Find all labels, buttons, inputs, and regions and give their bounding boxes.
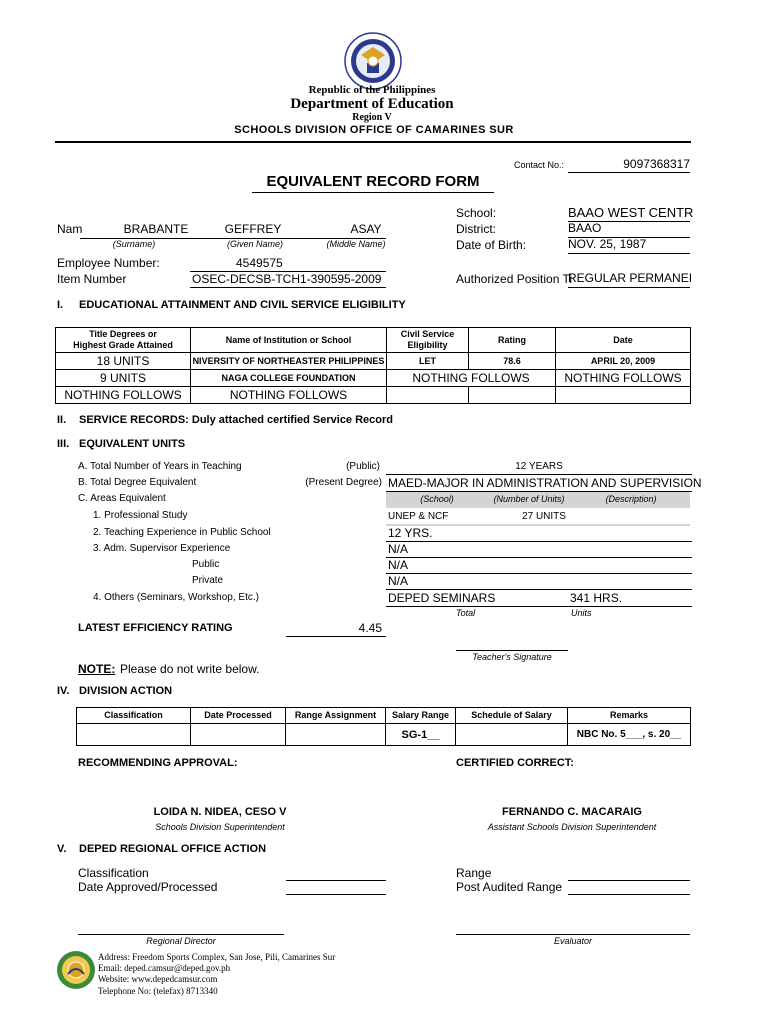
public-label: Public (192, 559, 220, 570)
header-rating: Rating (469, 328, 556, 353)
private-underline (386, 589, 692, 590)
note-label: NOTE: (78, 662, 116, 676)
item-number-underline (190, 287, 386, 288)
efficiency-value: 4.45 (358, 621, 382, 635)
footer-address: Address: Freedom Sports Complex, San Jose, Pili, Camarines Sur (98, 952, 336, 962)
units-c2-underline (386, 541, 692, 542)
units-c4-value: DEPED SEMINARS (388, 591, 496, 605)
item-number-value: OSEC-DECSB-TCH1-390595-2009 (192, 272, 382, 286)
form-title: EQUIVALENT RECORD FORM (252, 173, 494, 193)
range-line (568, 880, 690, 881)
classification-line (286, 880, 386, 881)
surname-value: BRABANTE (123, 222, 189, 236)
section-5-title: DEPED REGIONAL OFFICE ACTION (79, 843, 267, 855)
regional-classification-label: Classification (78, 866, 149, 880)
section-1-title: EDUCATIONAL ATTAINMENT AND CIVIL SERVICE ELIGIBILITY (79, 299, 406, 311)
units-a-value: 12 YEARS (515, 461, 563, 472)
institution-cell: NAGA COLLEGE FOUNDATION (191, 370, 387, 387)
table-row (56, 370, 691, 387)
date-cell: APRIL 20, 2009 (556, 353, 691, 370)
dob-label: Date of Birth: (456, 238, 527, 252)
private-value: N/A (388, 574, 409, 588)
salary-range-cell: SG-1__ (386, 724, 456, 746)
header-range-assignment: Range Assignment (286, 708, 386, 724)
middle-name-caption: (Middle Name) (326, 239, 386, 249)
table-row (56, 387, 691, 404)
header-divider (55, 141, 691, 143)
header-remarks: Remarks (568, 708, 691, 724)
section-5-number: V. (57, 843, 67, 855)
header-date: Date (556, 328, 691, 353)
school-label: School: (456, 206, 497, 220)
date-processed-cell (191, 724, 286, 746)
public-value: N/A (388, 558, 409, 572)
school-value: BAAO WEST CENTR (568, 205, 694, 220)
header-region: Region V (352, 112, 392, 123)
footer-telephone: Telephone No: (telefax) 8713340 (98, 986, 218, 996)
eligibility-cell (387, 387, 469, 404)
education-table-header (56, 328, 691, 353)
units-c4-underline (386, 606, 692, 607)
units-b-label: B. Total Degree Equivalent (78, 477, 197, 488)
schedule-of-salary-cell (456, 724, 568, 746)
district-label: District: (456, 222, 496, 236)
item-number-label: Item Number (57, 272, 127, 286)
contact-label: Contact No.: (514, 160, 565, 170)
table-row (56, 353, 691, 370)
header-eligibility: Civil Service Eligibility (387, 328, 469, 353)
units-c4-label: 4. Others (Seminars, Workshop, Etc.) (93, 592, 259, 603)
col-description-caption: (Description) (605, 494, 657, 504)
teacher-signature-line (456, 650, 568, 651)
units-c1-school: UNEP & NCF (388, 511, 449, 522)
units-caption: Units (571, 608, 592, 618)
contact-value: 9097368317 (568, 157, 690, 173)
private-label: Private (192, 575, 224, 586)
position-label: Authorized Position Ti (456, 272, 573, 286)
teacher-signature-caption: Teacher's Signature (472, 652, 552, 662)
degree-cell: 18 UNITS (56, 353, 191, 370)
name-label: Nam (57, 222, 83, 236)
evaluator-caption: Evaluator (553, 936, 593, 946)
education-table (55, 327, 691, 404)
middle-name-value: ASAY (350, 222, 382, 236)
header-degree: Title Degrees or Highest Grade Attained (56, 328, 191, 353)
units-c1-units: 27 UNITS (522, 511, 566, 522)
given-name-caption: (Given Name) (226, 239, 283, 249)
section-2-title: SERVICE RECORDS: Duly attached certified Service Record (79, 414, 394, 426)
remarks-cell: NBC No. 5___, s. 20__ (568, 724, 691, 746)
division-table (76, 707, 691, 746)
units-c3-label: 3. Adm. Supervisor Experience (93, 543, 231, 554)
employee-number-label: Employee Number: (57, 256, 160, 270)
header-division: SCHOOLS DIVISION OFFICE OF CAMARINES SUR (234, 124, 514, 136)
employee-number-value: 4549575 (236, 256, 283, 270)
footer-website: Website: www.depedcamsur.com (98, 974, 218, 984)
date-approved-line (286, 894, 386, 895)
deped-seal-icon (344, 32, 402, 90)
dob-value: NOV. 25, 1987 (568, 237, 690, 254)
header-department: Department of Education (290, 96, 454, 112)
units-c4-hours: 341 HRS. (570, 591, 623, 605)
header-salary-range: Salary Range (386, 708, 456, 724)
footer-email: Email: deped.camsur@deped.gov.ph (98, 963, 231, 973)
position-value: REGULAR PERMANEI (568, 271, 690, 288)
given-name-value: GEFFREY (224, 222, 282, 236)
regional-range-label: Range (456, 866, 492, 880)
units-b-qualifier: (Present Degree) (305, 477, 382, 488)
units-c1-label: 1. Professional Study (93, 510, 188, 521)
eligibility-rating-cell: NOTHING FOLLOWS (387, 370, 556, 387)
units-a-underline (386, 474, 692, 475)
col-school-caption: (School) (420, 494, 454, 504)
header-classification: Classification (77, 708, 191, 724)
rating-cell (469, 387, 556, 404)
certified-title: Assistant Schools Division Superintendent (487, 822, 657, 832)
efficiency-underline (286, 636, 386, 637)
section-3-number: III. (57, 438, 70, 450)
regional-date-approved-label: Date Approved/Processed (78, 880, 218, 894)
classification-cell (77, 724, 191, 746)
header-republic: Republic of the Philippines (308, 84, 436, 96)
regional-post-audited-label: Post Audited Range (456, 880, 563, 894)
efficiency-label: LATEST EFFICIENCY RATING (78, 622, 233, 634)
table-row (77, 724, 691, 746)
units-a-qualifier: (Public) (346, 461, 380, 472)
evaluator-line (456, 934, 690, 935)
section-2-number: II. (57, 414, 67, 426)
eligibility-cell: LET (387, 353, 469, 370)
units-c2-value: 12 YRS. (388, 526, 433, 540)
recommending-name: LOIDA N. NIDEA, CESO V (153, 806, 287, 818)
section-4-number: IV. (57, 685, 70, 697)
division-table-header (77, 708, 691, 724)
regional-director-line (78, 934, 284, 935)
section-4-title: DIVISION ACTION (79, 685, 173, 697)
rating-cell: 78.6 (469, 353, 556, 370)
recommending-label: RECOMMENDING APPROVAL: (78, 757, 238, 769)
division-logo-icon (56, 950, 96, 990)
total-caption: Total (456, 608, 476, 618)
institution-cell: NOTHING FOLLOWS (191, 387, 387, 404)
degree-cell: 9 UNITS (56, 370, 191, 387)
units-c-label: C. Areas Equivalent (78, 493, 166, 504)
header-schedule-of-salary: Schedule of Salary (456, 708, 568, 724)
note-text: Please do not write below. (120, 662, 260, 676)
certified-name: FERNANDO C. MACARAIG (502, 806, 642, 818)
range-assignment-cell (286, 724, 386, 746)
date-cell (556, 387, 691, 404)
section-1-number: I. (57, 299, 64, 311)
units-c3-underline (386, 557, 692, 558)
units-c3-value: N/A (388, 542, 409, 556)
degree-cell: NOTHING FOLLOWS (56, 387, 191, 404)
district-value: BAAO (568, 221, 690, 238)
regional-director-caption: Regional Director (146, 936, 216, 946)
units-c2-label: 2. Teaching Experience in Public School (93, 527, 271, 538)
header-date-processed: Date Processed (191, 708, 286, 724)
units-a-label: A. Total Number of Years in Teaching (78, 461, 242, 472)
surname-caption: (Surname) (112, 239, 156, 249)
date-cell: NOTHING FOLLOWS (556, 370, 691, 387)
post-audited-line (568, 894, 690, 895)
public-underline (386, 573, 692, 574)
recommending-title: Schools Division Superintendent (155, 822, 285, 832)
section-3-title: EQUIVALENT UNITS (79, 438, 186, 450)
header-institution: Name of Institution or School (191, 328, 387, 353)
col-units-caption: (Number of Units) (493, 494, 565, 504)
certified-label: CERTIFIED CORRECT: (456, 757, 574, 769)
units-b-value: MAED-MAJOR IN ADMINISTRATION AND SUPERVISION (388, 476, 702, 490)
institution-cell: NIVERSITY OF NORTHEASTER PHILIPPINES (191, 353, 387, 370)
